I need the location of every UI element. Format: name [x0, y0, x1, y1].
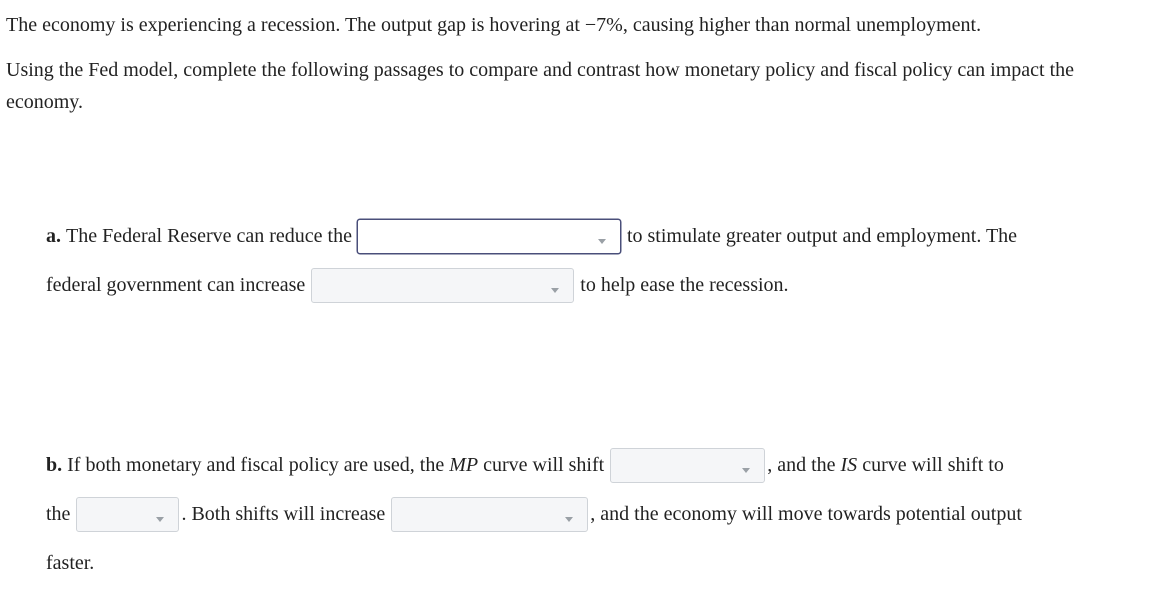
intro-paragraph-2: Using the Fed model, complete the following passages to compare and contrast how monetary policy and fiscal policy can impact the economy. — [6, 59, 1075, 113]
part-b-dropdown-2[interactable] — [76, 497, 179, 532]
part-b-text-7: , and the economy will move towards potential output — [590, 502, 1022, 525]
chevron-down-icon — [742, 468, 750, 473]
part-b-text-3: , and the — [767, 453, 836, 476]
chevron-down-icon — [156, 517, 164, 522]
part-b-dropdown-1[interactable] — [610, 448, 765, 483]
part-a-text-2: to stimulate greater output and employment. The — [626, 224, 1018, 247]
part-a-line-1 — [46, 218, 1017, 254]
part-a-text-3: federal government can increase — [46, 273, 306, 296]
part-b-text-2: curve will shift — [483, 453, 605, 476]
part-b-text-1: If both monetary and fiscal policy are used, the — [67, 453, 445, 476]
part-b-line-2 — [46, 496, 1022, 532]
part-a-label: a. — [46, 224, 61, 247]
part-a-text-1: The Federal Reserve can reduce the — [66, 224, 352, 247]
part-b-line-1 — [46, 447, 1004, 483]
part-b-line-3 — [46, 545, 94, 581]
chevron-down-icon — [565, 517, 573, 522]
mp-curve-label: MP — [449, 453, 479, 476]
part-b-text-4: curve will shift to — [862, 453, 1004, 476]
part-a-line-2 — [46, 267, 789, 303]
part-b-label: b. — [46, 453, 63, 476]
part-b-text-8: faster. — [46, 551, 95, 574]
part-b-text-6: . Both shifts will increase — [181, 502, 386, 525]
part-a-dropdown-2[interactable] — [311, 268, 574, 303]
chevron-down-icon — [551, 288, 559, 293]
chevron-down-icon — [598, 239, 606, 244]
part-a-dropdown-1[interactable] — [357, 219, 621, 254]
is-curve-label: IS — [840, 453, 858, 476]
part-b-text-5: the — [46, 502, 71, 525]
intro-paragraph-1: The economy is experiencing a recession. The output gap is hovering at −7%, causing higher than normal unemployment. — [6, 14, 982, 36]
part-a-text-4: to help ease the recession. — [580, 273, 789, 296]
part-b-dropdown-3[interactable] — [391, 497, 588, 532]
question-intro — [6, 9, 1136, 131]
